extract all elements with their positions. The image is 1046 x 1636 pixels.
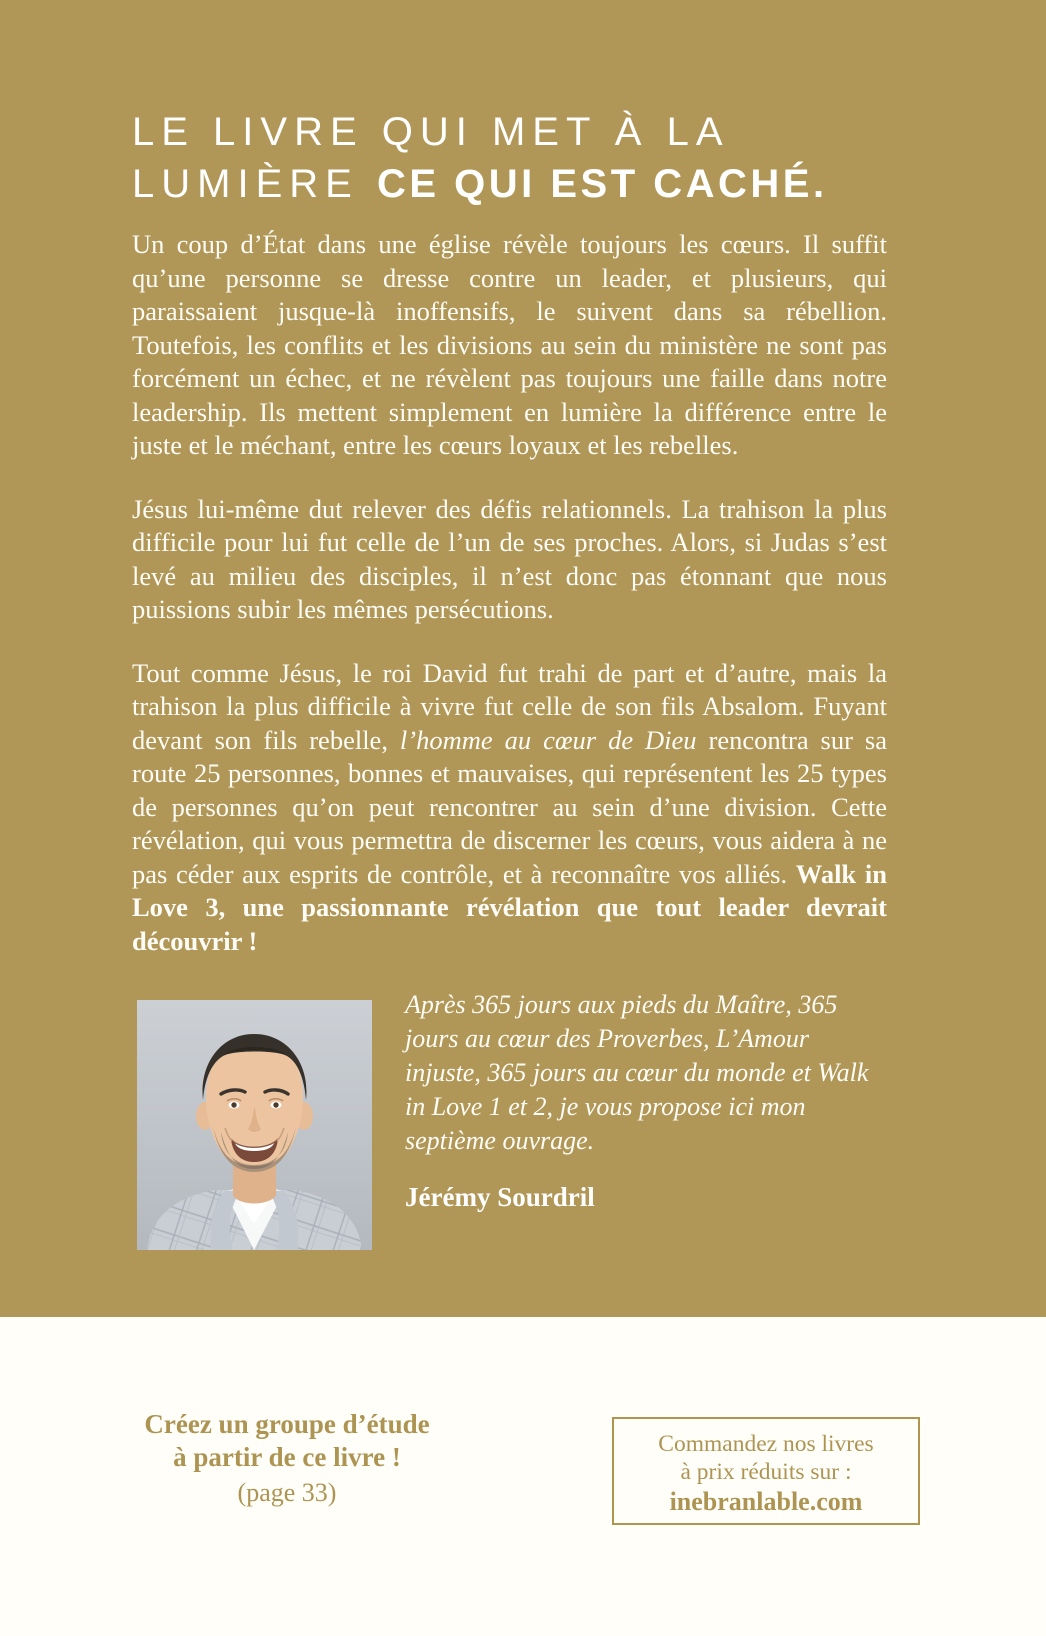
paragraph-david-bold: Walk in Love 3, une passionnante révélation que tout leader devrait découvrir ! bbox=[132, 858, 887, 956]
study-group-page-ref: (page 33) bbox=[237, 1478, 337, 1507]
paragraph-coup-etat: Un coup d’État dans une église révèle toujours les cœurs. Il suffit qu’une personne se dresse contre un leader, et plusieurs, qui paraissaient jusque-là inoffensifs, le suivent dans sa rébellion. Toutefois, les conflits et les divisions au sein du ministère ne sont pas forcément un échec, et ne révèlent pas toujours une faille dans notre leadership. Ils mettent simplement en lumière la différence entre le juste et le méchant, entre les cœurs loyaux et les rebelles. bbox=[132, 229, 887, 460]
paragraph-david-seg2: rencontra sur sa route 25 personnes, bonnes et mauvaises, qui représentent les 25 types de personnes qu’on peut rencontrer au sein d’une division. Cette révélation, qui vous permettra de discerner les cœurs, vous aidera à ne pas céder aux esprits de contrôle, et à reconnaître vos alliés. bbox=[132, 724, 887, 889]
paragraph-david bbox=[132, 657, 887, 959]
author-quote-column bbox=[405, 990, 887, 1212]
author-photo bbox=[137, 1000, 372, 1250]
paragraph-david-italic: l’homme au cœur de Dieu bbox=[399, 724, 697, 755]
author-quote: Après 365 jours aux pieds du Maître, 365 jours au cœur des Proverbes, L’Amour injuste, 365 jours au cœur du monde et Walk in Love 1 et 2, je vous propose ici mon septième ouvrage. bbox=[405, 990, 869, 1155]
website-url: inebranlable.com bbox=[669, 1487, 863, 1516]
author-section bbox=[137, 990, 897, 1250]
headline-line1: LE LIVRE QUI MET À LA bbox=[132, 110, 730, 154]
headline-line2-regular: LUMIÈRE bbox=[132, 162, 359, 206]
author-portrait-illustration bbox=[137, 1000, 372, 1250]
headline-line2-bold: CE QUI EST CACHÉ. bbox=[376, 162, 828, 206]
order-books-box bbox=[612, 1417, 920, 1525]
paragraph-jesus: Jésus lui-même dut relever des défis relationnels. La trahison la plus difficile pour lui fut celle de l’un de ses proches. Alors, si Judas s’est levé au milieu des disciples, il n’est donc pas étonnant que nous puissions subir les mêmes persécutions. bbox=[132, 493, 887, 624]
order-box-line1: Commandez nos livres bbox=[658, 1431, 874, 1457]
author-name: Jérémy Sourdril bbox=[405, 1182, 595, 1212]
study-group-line1: Créez un groupe d’étude bbox=[144, 1409, 430, 1439]
cover-headline bbox=[132, 106, 887, 210]
study-group-note bbox=[117, 1408, 457, 1509]
order-box-line2: à prix réduits sur : bbox=[680, 1459, 852, 1485]
paragraph-david-seg1: Tout comme Jésus, le roi David fut trahi de part et d’autre, mais la trahison la plus difficile à vivre fut celle de son fils Absalom. Fuyant devant son fils rebelle, bbox=[132, 657, 887, 755]
study-group-line2: à partir de ce livre ! bbox=[173, 1442, 401, 1472]
main-text-column bbox=[132, 0, 887, 958]
